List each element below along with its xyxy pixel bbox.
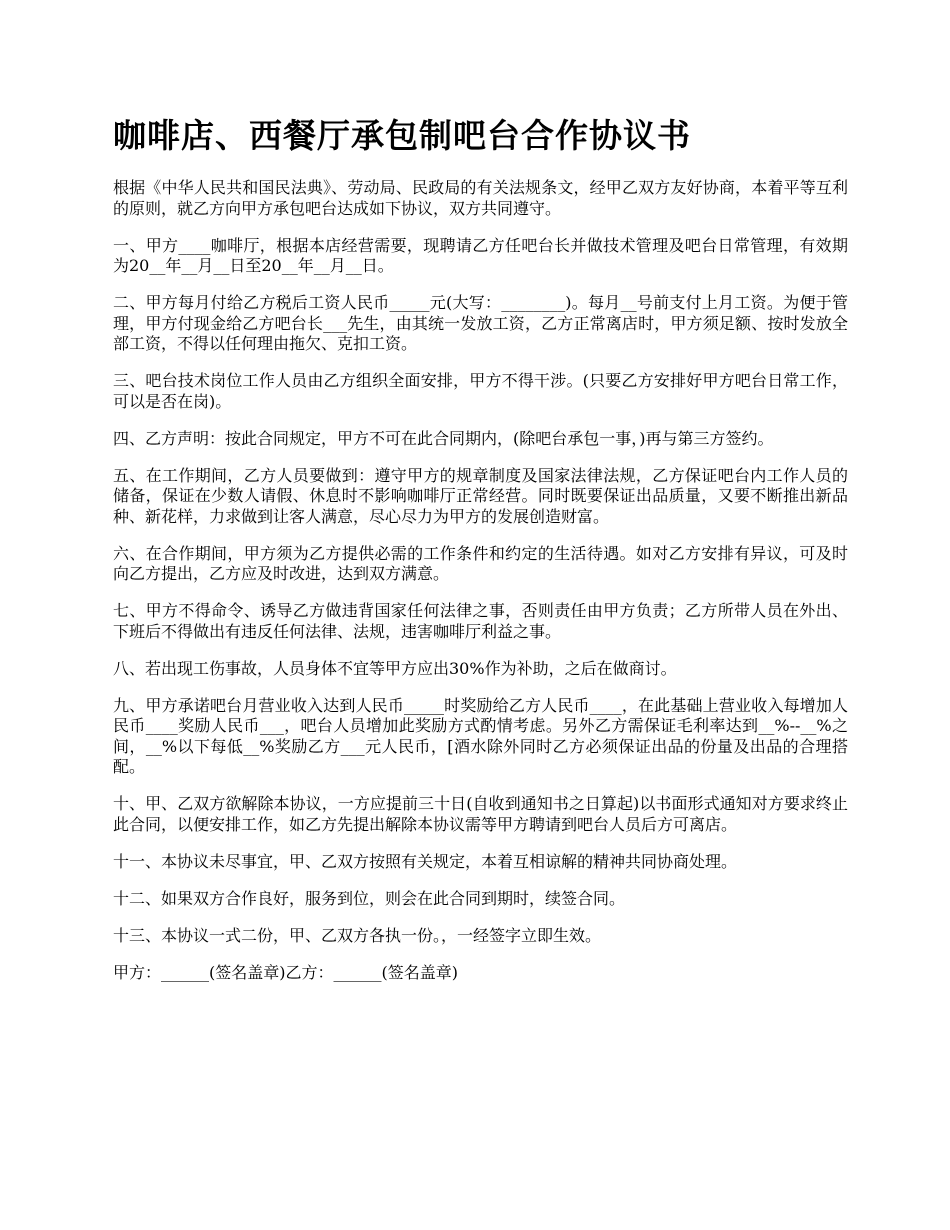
clause-7-paragraph: 七、甲方不得命令、诱导乙方做违背国家任何法律之事，否则责任由甲方负责；乙方所带人员在外出、下班后不得做出有违反任何法律、法规，违害咖啡厅利益之事。 xyxy=(113,601,848,641)
clause-2-paragraph: 二、甲方每月付给乙方税后工资人民币_____元(大写：________)。每月__号前支付上月工资。为便于管理，甲方付现金给乙方吧台长___先生，由其统一发放工资，乙方正常离店时，甲方须足额、按时发放全部工资，不得以任何理由拖欠、克扣工资。 xyxy=(113,293,848,353)
document-body xyxy=(113,178,848,1000)
clause-6-paragraph: 六、在合作期间，甲方须为乙方提供必需的工作条件和约定的生活待遇。如对乙方安排有异议，可及时向乙方提出，乙方应及时改进，达到双方满意。 xyxy=(113,543,848,583)
clause-9-paragraph: 九、甲方承诺吧台月营业收入达到人民币_____时奖励给乙方人民币____，在此基础上营业收入每增加人民币____奖励人民币___，吧台人员增加此奖励方式酌情考虑。另外乙方需保证毛利率达到__%--__%之间，__%以下每低__%奖励乙方___元人民币，[酒水除外同时乙方必须保证出品的份量及出品的合理搭配。 xyxy=(113,695,848,776)
clause-4-paragraph: 四、乙方声明：按此合同规定，甲方不可在此合同期内，(除吧台承包一事，)再与第三方签约。 xyxy=(113,428,774,448)
clause-3-paragraph: 三、吧台技术岗位工作人员由乙方组织全面安排，甲方不得干涉。(只要乙方安排好甲方吧台日常工作，可以是否在岗)。 xyxy=(113,371,848,411)
clause-10-paragraph: 十、甲、乙双方欲解除本协议，一方应提前三十日(自收到通知书之日算起)以书面形式通知对方要求终止此合同，以便安排工作，如乙方先提出解除本协议需等甲方聘请到吧台人员后方可离店。 xyxy=(113,794,848,834)
clause-12-paragraph: 十二、如果双方合作良好，服务到位，则会在此合同到期时，续签合同。 xyxy=(113,888,626,908)
clause-11-paragraph: 十一、本协议未尽事宜，甲、乙双方按照有关规定，本着互相谅解的精神共同协商处理。 xyxy=(113,851,738,871)
signature-line: 甲方：______(签名盖章)乙方：______(签名盖章) xyxy=(113,962,458,982)
clause-1-paragraph: 一、甲方____咖啡厅，根据本店经营需要，现聘请乙方任吧台长并做技术管理及吧台日常管理，有效期为20__年__月__日至20__年__月__日。 xyxy=(113,235,848,275)
clause-8-paragraph: 八、若出现工伤事故，人员身体不宜等甲方应出30%作为补助，之后在做商讨。 xyxy=(113,658,677,678)
document-title: 咖啡店、西餐厅承包制吧台合作协议书 xyxy=(113,116,691,155)
clause-5-paragraph: 五、在工作期间，乙方人员要做到：遵守甲方的规章制度及国家法律法规，乙方保证吧台内工作人员的储备，保证在少数人请假、休息时不影响咖啡厅正常经营。同时既要保证出品质量，又要不断推出新品种、新花样，力求做到让客人满意，尽心尽力为甲方的发展创造财富。 xyxy=(113,465,848,526)
clause-13-paragraph: 十三、本协议一式二份，甲、乙双方各执一份。，一经签字立即生效。 xyxy=(113,925,602,945)
preamble-paragraph: 根据《中华人民共和国民法典》、劳动局、民政局的有关法规条文，经甲乙双方友好协商，本着平等互利的原则，就乙方向甲方承包吧台达成如下协议，双方共同遵守。 xyxy=(113,178,848,218)
